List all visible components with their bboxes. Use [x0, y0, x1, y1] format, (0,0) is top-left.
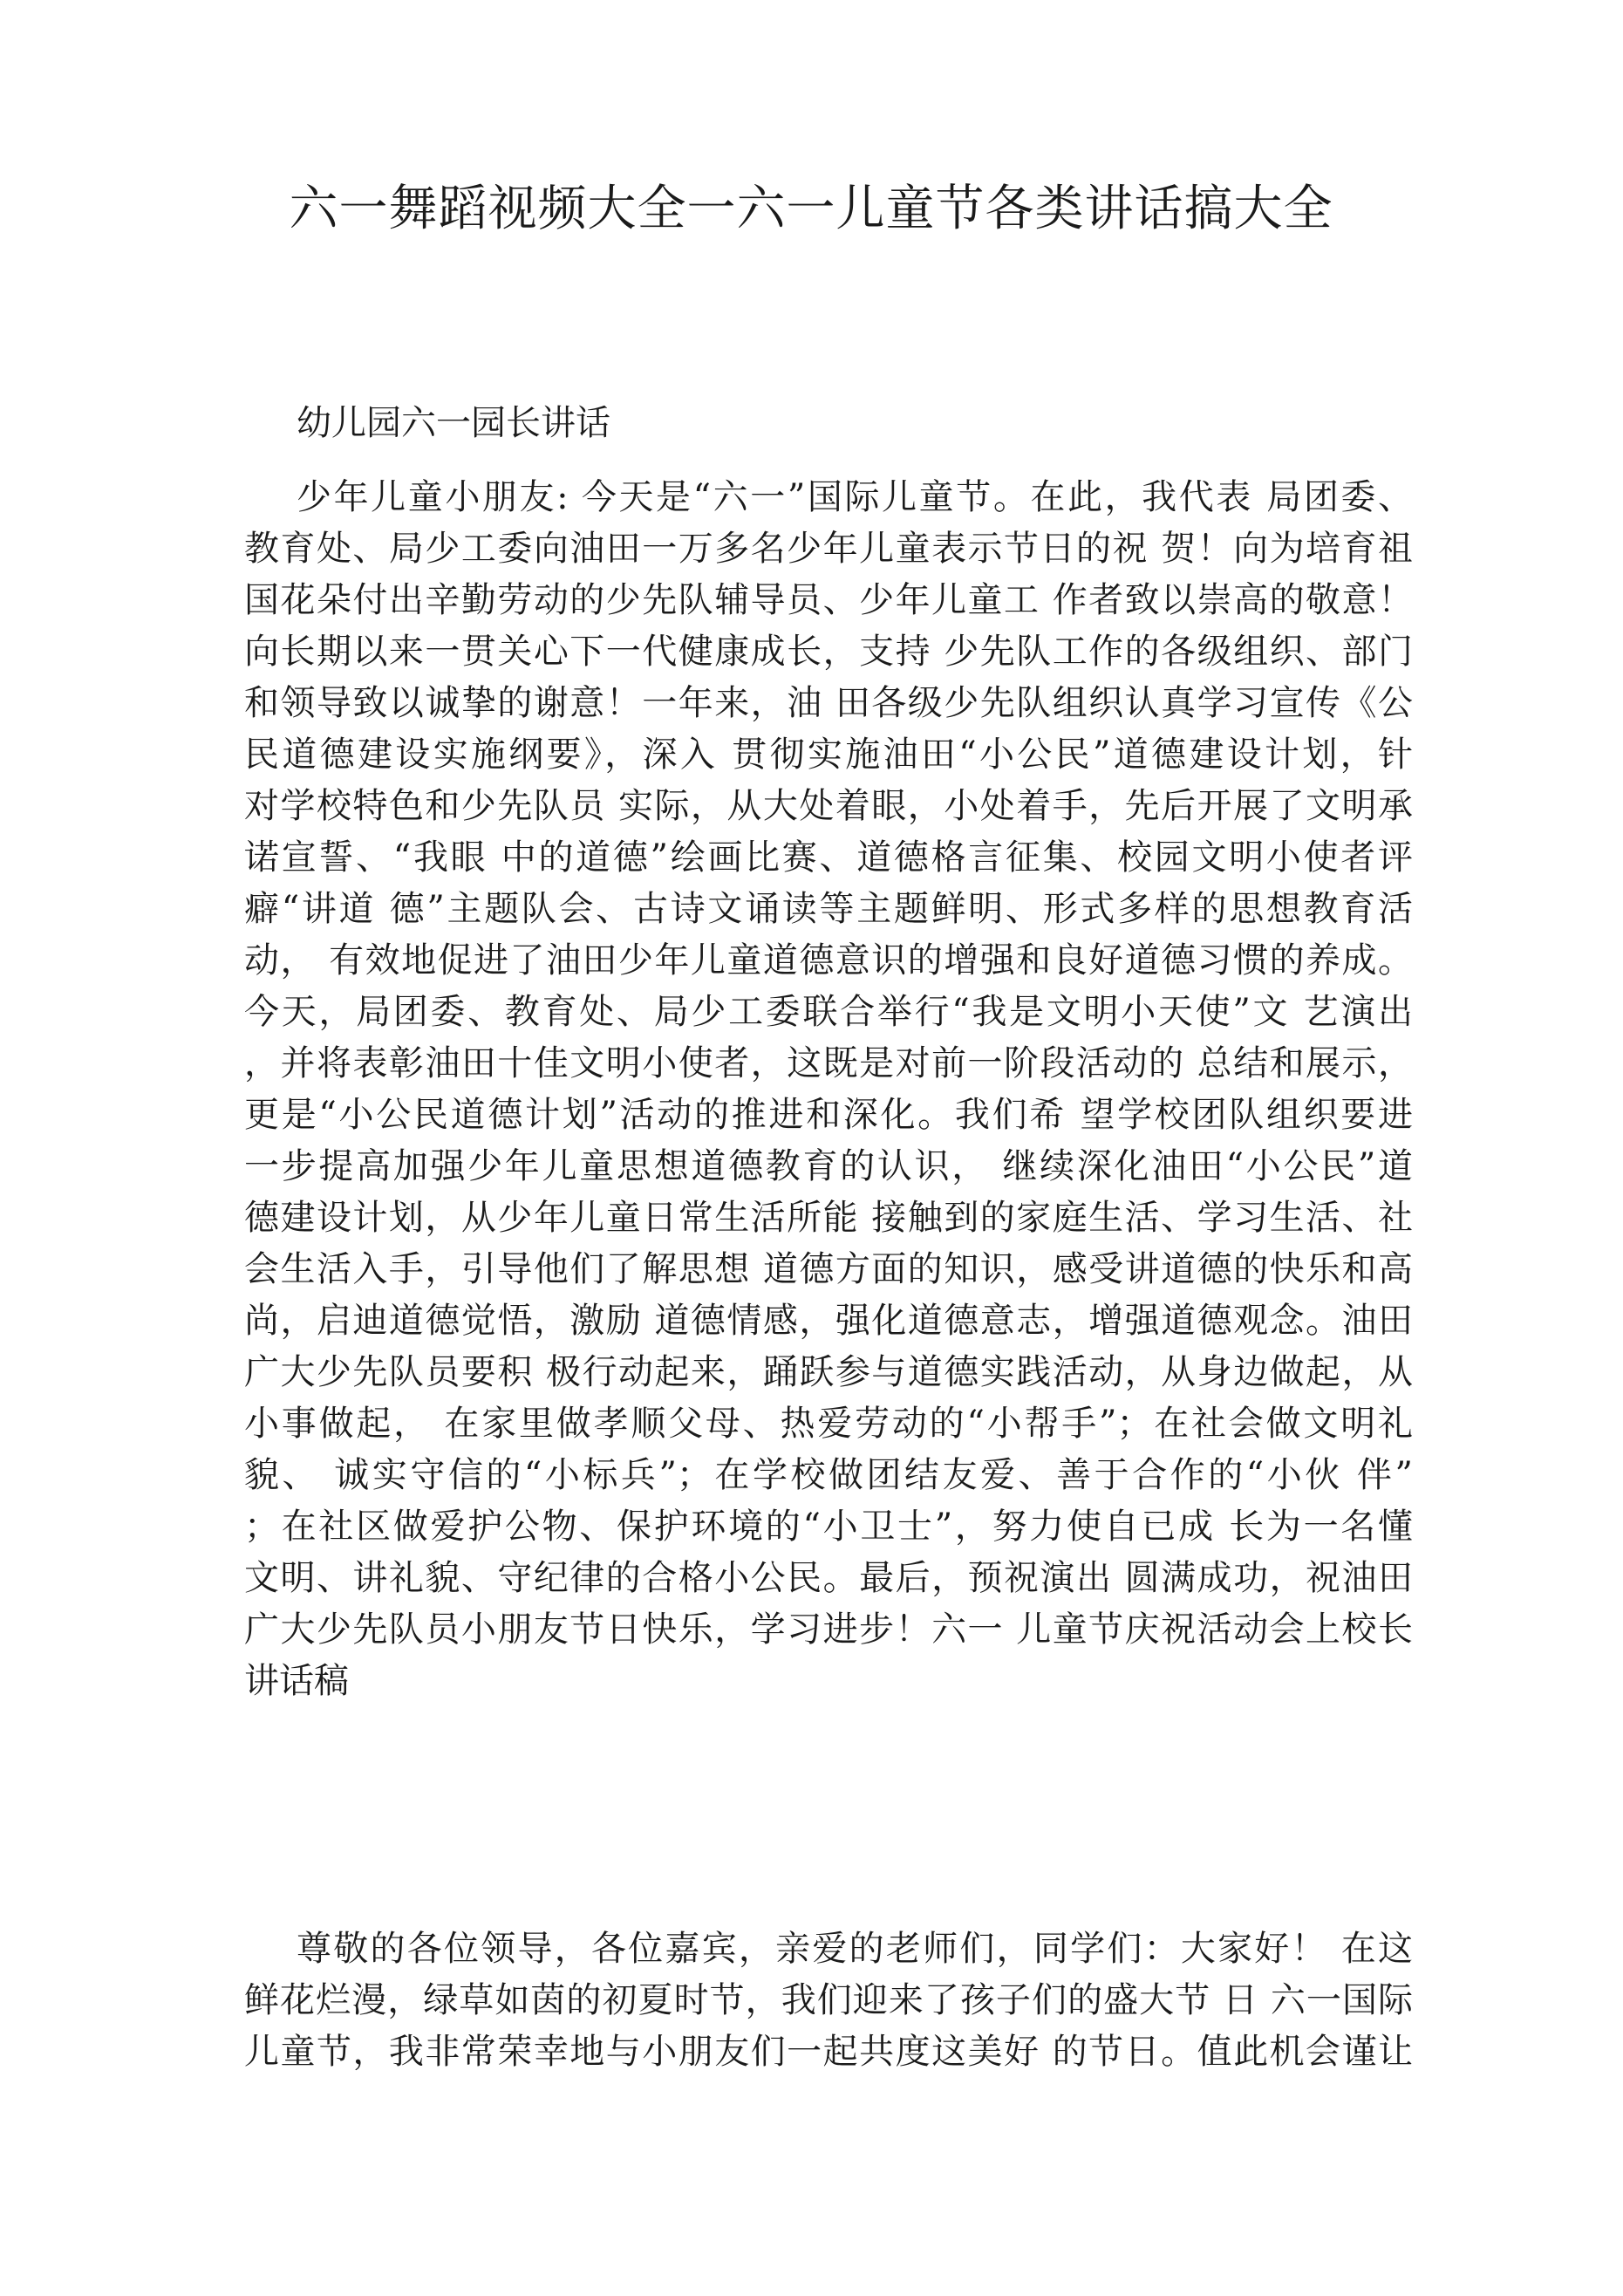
text-line: 儿童节，我非常荣幸地与小朋友们一起共度这美好 的节日。值此机会谨让 — [244, 2032, 1413, 2072]
section-heading: 幼儿园六一园长讲话 — [297, 403, 610, 443]
speech-paragraph-2 — [244, 1924, 1413, 2078]
text-line: 国花朵付出辛勤劳动的少先队辅导员、少年儿童工 作者致以崇高的敬意！ — [244, 580, 1413, 620]
text-line: 广大少先队员要积 极行动起来，踊跃参与道德实践活动，从身边做起，从 — [244, 1352, 1413, 1392]
text-line: 尊敬的各位领导，各位嘉宾，亲爱的老师们，同学们：大家好！ 在这 — [297, 1929, 1413, 1969]
text-line: 向长期以来一贯关心下一代健康成长，支持 少先队工作的各级组织、部门 — [244, 632, 1413, 672]
text-line: 文明、讲礼貌、守纪律的合格小公民。最后，预祝演出 圆满成功，祝油田 — [244, 1558, 1413, 1598]
text-line: 更是“小公民道德计划”活动的推进和深化。我们希 望学校团队组织要进 — [244, 1095, 1413, 1135]
text-line: 教育处、局少工委向油田一万多名少年儿童表示节日的祝 贺！向为培育祖 — [244, 529, 1413, 569]
speech-paragraph-1 — [244, 472, 1413, 1707]
text-line: 今天，局团委、教育处、局少工委联合举行“我是文明小天使”文 艺演出 — [244, 992, 1413, 1032]
text-line: 少年儿童小朋友: 今天是“六一”国际儿童节。在此，我代表 局团委、 — [297, 477, 1413, 517]
text-line: 尚，启迪道德觉悟，激励 道德情感，强化道德意志，增强道德观念。油田 — [244, 1301, 1413, 1341]
text-line: 广大少先队员小朋友节日快乐，学习进步！六一 儿童节庆祝活动会上校长 — [244, 1609, 1413, 1650]
text-line: ，并将表彰油田十佳文明小使者，这既是对前一阶段活动的 总结和展示， — [244, 1043, 1413, 1083]
text-line: 和领导致以诚挚的谢意！一年来，油 田各级少先队组织认真学习宣传《公 — [244, 683, 1413, 723]
text-line: 讲话稿 — [244, 1661, 349, 1701]
text-line: 癖“讲道 德”主题队会、古诗文诵读等主题鲜明、形式多样的思想教育活 — [244, 889, 1413, 929]
text-line: 鲜花烂漫，绿草如茵的初夏时节，我们迎来了孩子们的盛大节 日 六一国际 — [244, 1980, 1413, 2020]
text-line: 对学校特色和少先队员 实际，从大处着眼，小处着手，先后开展了文明承 — [244, 786, 1413, 826]
text-line: 动， 有效地促进了油田少年儿童道德意识的增强和良好道德习惯的养成。 — [244, 940, 1413, 981]
text-line: 民道德建设实施纲要》，深入 贯彻实施油田“小公民”道德建设计划，针 — [244, 735, 1413, 775]
text-line: 一步提高加强少年儿童思想道德教育的认识， 继续深化油田“小公民”道 — [244, 1146, 1413, 1186]
text-line: ；在社区做爱护公物、保护环境的“小卫士”，努力使自已成 长为一名懂 — [244, 1507, 1413, 1547]
text-line: 貌、 诚实守信的“小标兵”；在学校做团结友爱、善于合作的“小伙 伴” — [244, 1455, 1413, 1495]
document-title: 六一舞蹈视频大全一六一儿童节各类讲话搞大全 — [289, 181, 1333, 237]
text-line: 诺宣誓、“我眼 中的道德”绘画比赛、道德格言征集、校园文明小使者评 — [244, 837, 1413, 878]
text-line: 会生活入手，引导他们了解思想 道德方面的知识，感受讲道德的快乐和高 — [244, 1249, 1413, 1289]
text-line: 小事做起， 在家里做孝顺父母、热爱劳动的“小帮手”；在社会做文明礼 — [244, 1404, 1413, 1444]
text-line: 德建设计划，从少年儿童日常生活所能 接触到的家庭生活、学习生活、社 — [244, 1198, 1413, 1238]
